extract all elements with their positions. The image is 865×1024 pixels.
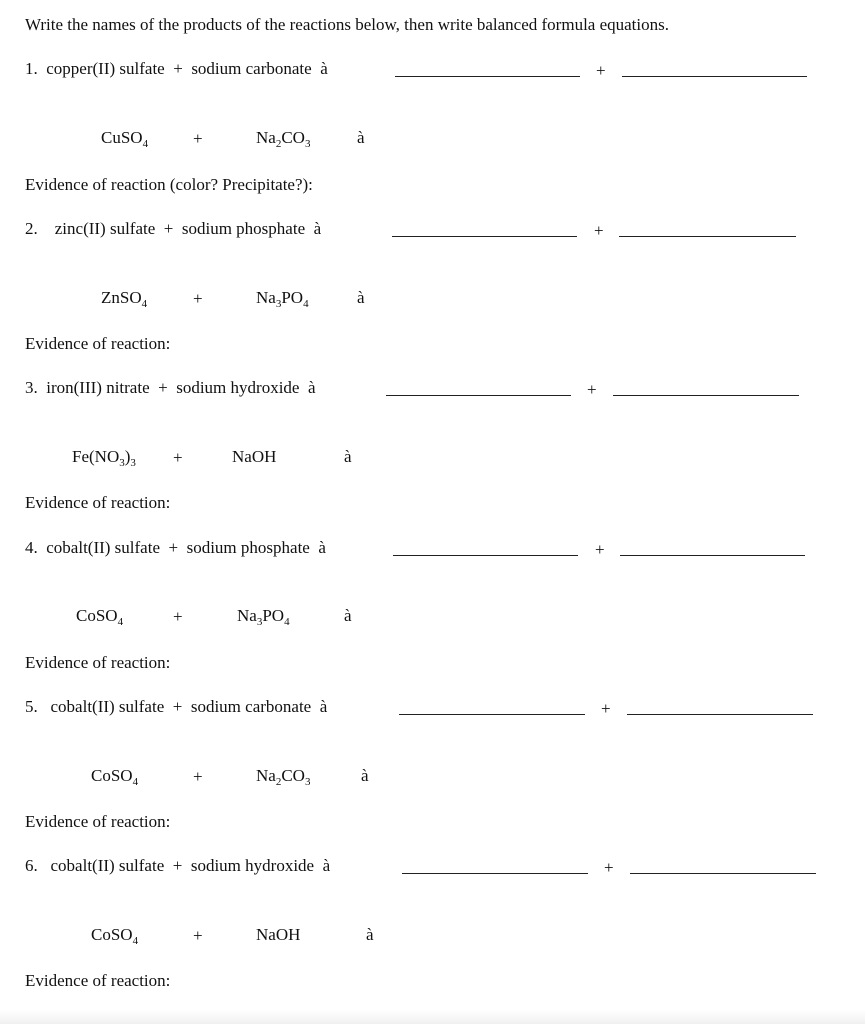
reaction-number: 6.: [25, 856, 38, 875]
reaction-number: 4.: [25, 538, 38, 557]
reaction-5-formula-b: [256, 766, 310, 786]
formula-text: PO: [262, 606, 285, 625]
product-1-blank[interactable]: [392, 236, 577, 237]
reaction-2-formula-b: [256, 288, 309, 308]
reaction-5-formula-a: [91, 766, 138, 786]
product-1-blank[interactable]: [386, 395, 571, 396]
reaction-arrow: à: [320, 59, 328, 78]
reaction-number: 1.: [25, 59, 38, 78]
reaction-6-formula-a: [91, 925, 138, 945]
reactant-b-name: sodium phosphate: [181, 219, 306, 238]
product-2-blank[interactable]: [619, 236, 796, 237]
subscript: 4: [303, 298, 309, 310]
reaction-arrow: à: [344, 447, 352, 466]
plus-sign: +: [595, 540, 605, 559]
reaction-4-word-equation: [25, 538, 326, 558]
subscript: 2: [275, 776, 282, 788]
plus-sign: +: [587, 380, 597, 399]
subscript: 4: [132, 776, 139, 788]
reactant-a-name: copper(II) sulfate: [46, 59, 165, 78]
reactant-b-name: sodium phosphate: [186, 538, 310, 557]
reaction-arrow: à: [344, 606, 352, 625]
reaction-2-word-equation: [25, 219, 321, 239]
plus-sign: +: [596, 61, 606, 80]
plus-sign: +: [594, 221, 604, 240]
reaction-number: 3.: [25, 378, 38, 397]
formula-text: CO: [281, 128, 305, 147]
formula-text: CO: [281, 766, 305, 785]
product-2-blank[interactable]: [627, 714, 813, 715]
subscript: 3: [130, 457, 136, 469]
plus-sign: +: [173, 448, 183, 467]
subscript: 4: [117, 616, 124, 628]
reaction-arrow: à: [366, 925, 374, 944]
reaction-arrow: à: [357, 128, 365, 147]
formula-text: CuSO: [101, 128, 143, 147]
reaction-5-evidence-label: Evidence of reaction:: [25, 812, 171, 831]
reactant-a-name: cobalt(II) sulfate: [50, 697, 165, 716]
reactant-a-name: cobalt(II) sulfate: [50, 856, 165, 875]
reaction-3-evidence-label: Evidence of reaction:: [25, 493, 171, 512]
plus-sign: +: [193, 129, 203, 148]
subscript: 3: [304, 776, 311, 788]
product-1-blank[interactable]: [402, 873, 588, 874]
reaction-3-formula-b: NaOH: [232, 447, 277, 466]
reaction-1-word-equation: [25, 59, 328, 79]
reaction-6-word-equation: [25, 856, 330, 876]
reactant-b-name: sodium carbonate: [191, 59, 312, 78]
formula-text: Fe(NO: [72, 447, 120, 466]
plus-sign: +: [172, 856, 183, 875]
reaction-6-formula-b: NaOH: [256, 925, 301, 944]
reaction-arrow: à: [319, 697, 328, 716]
plus-sign: +: [168, 538, 179, 557]
plus-sign: +: [158, 378, 168, 397]
plus-sign: +: [601, 699, 611, 718]
subscript: 4: [284, 616, 290, 628]
reaction-3-formula-a: [72, 447, 136, 467]
plus-sign: +: [604, 858, 614, 877]
reactant-b-name: sodium carbonate: [190, 697, 312, 716]
product-1-blank[interactable]: [399, 714, 585, 715]
reaction-6-evidence-label: Evidence of reaction:: [25, 971, 171, 990]
formula-text: CoSO: [91, 766, 133, 785]
subscript: 2: [275, 138, 282, 150]
reaction-1-formula-a: [101, 128, 148, 148]
reaction-number: 2.: [25, 219, 38, 238]
instructions: Write the names of the products of the reactions below, then write balanced formula equations.: [25, 15, 669, 34]
reaction-4-formula-b: [237, 606, 290, 626]
reaction-4-formula-a: [76, 606, 123, 626]
reaction-arrow: à: [361, 766, 369, 785]
reactant-b-name: sodium hydroxide: [190, 856, 315, 875]
plus-sign: +: [193, 767, 203, 786]
formula-text: Na: [256, 288, 276, 307]
plus-sign: +: [173, 607, 183, 626]
product-1-blank[interactable]: [395, 76, 580, 77]
product-2-blank[interactable]: [613, 395, 799, 396]
reaction-arrow: à: [307, 378, 316, 397]
subscript: 3: [119, 457, 125, 469]
plus-sign: +: [193, 289, 203, 308]
reactant-a-name: zinc(II) sulfate: [54, 219, 156, 238]
formula-text: CoSO: [91, 925, 133, 944]
product-1-blank[interactable]: [393, 555, 578, 556]
reaction-1-evidence-label: Evidence of reaction (color? Precipitate?):: [25, 175, 313, 194]
plus-sign: +: [172, 697, 183, 716]
formula-text: ZnSO: [101, 288, 142, 307]
subscript: 4: [141, 298, 148, 310]
reactant-a-name: iron(III) nitrate: [46, 378, 150, 397]
plus-sign: +: [163, 219, 174, 238]
plus-sign: +: [193, 926, 203, 945]
product-2-blank[interactable]: [630, 873, 816, 874]
reaction-arrow: à: [357, 288, 365, 307]
reaction-arrow: à: [313, 219, 322, 238]
subscript: 3: [256, 616, 263, 628]
formula-text: Na: [256, 766, 276, 785]
reaction-1-formula-b: [256, 128, 310, 148]
subscript: 4: [132, 935, 139, 947]
subscript: 3: [304, 138, 311, 150]
formula-text: ): [124, 447, 131, 466]
formula-text: Na: [237, 606, 257, 625]
plus-sign: +: [173, 59, 183, 78]
reaction-2-evidence-label: Evidence of reaction:: [25, 334, 171, 353]
reaction-4-evidence-label: Evidence of reaction:: [25, 653, 171, 672]
formula-text: Na: [256, 128, 276, 147]
subscript: 3: [275, 298, 282, 310]
reaction-2-formula-a: [101, 288, 147, 308]
formula-text: CoSO: [76, 606, 118, 625]
subscript: 4: [142, 138, 149, 150]
product-2-blank[interactable]: [620, 555, 805, 556]
page-bottom-edge: [0, 1010, 865, 1024]
product-2-blank[interactable]: [622, 76, 807, 77]
reaction-5-word-equation: [25, 697, 327, 717]
reaction-3-word-equation: [25, 378, 316, 398]
reaction-arrow: à: [318, 538, 326, 557]
reaction-arrow: à: [322, 856, 331, 875]
reactant-b-name: sodium hydroxide: [176, 378, 300, 397]
formula-text: PO: [281, 288, 304, 307]
reactant-a-name: cobalt(II) sulfate: [46, 538, 160, 557]
reaction-number: 5.: [25, 697, 38, 716]
